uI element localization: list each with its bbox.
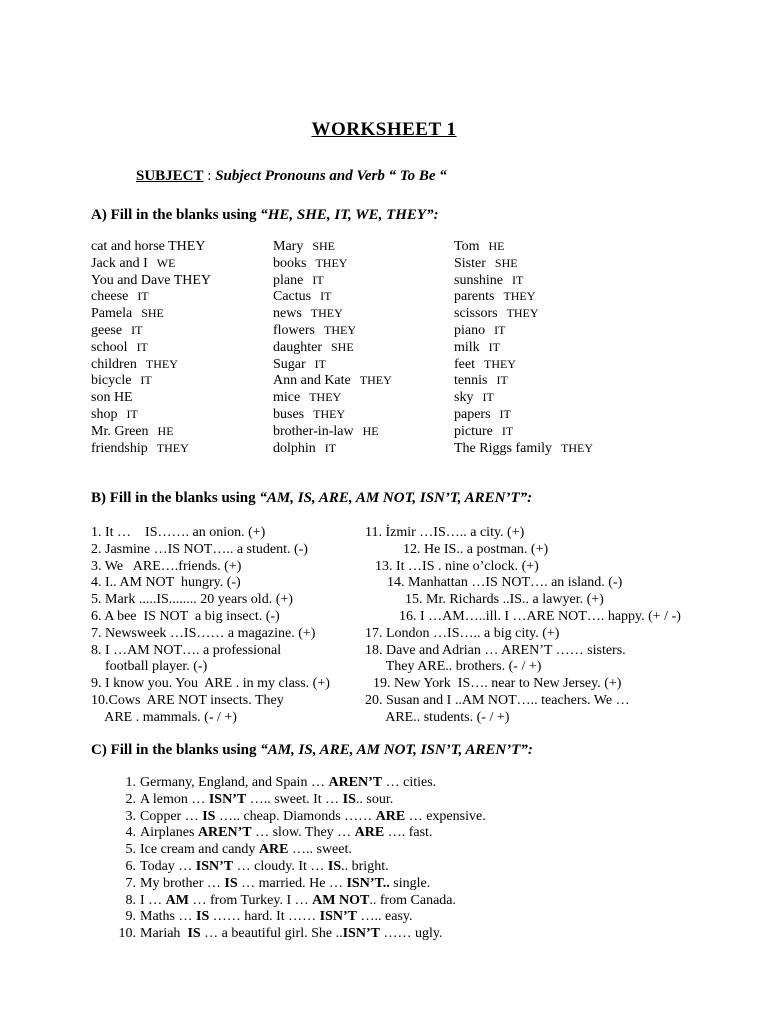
grid-row (91, 238, 651, 255)
grid-word: sky (454, 390, 474, 406)
section-c-item (114, 909, 674, 926)
section-b-item: 15. Mr. Richards ..IS.. a lawyer. (+) (405, 592, 604, 608)
section-b-item: 19. New York IS…. near to New Jersey. (+) (373, 676, 622, 692)
sentence-text: ….. cheap. Diamonds …… (215, 808, 376, 824)
grid-answer: IT (126, 406, 138, 421)
grid-cell (454, 423, 513, 441)
item-number: 7. (125, 875, 136, 891)
grid-cell (91, 238, 214, 256)
grid-answer: IT (137, 289, 149, 304)
grid-cell (91, 255, 175, 273)
section-b-item: 12. He IS.. a postman. (+) (403, 541, 549, 557)
grid-word: buses (273, 406, 305, 422)
item-number: 8. (125, 892, 136, 908)
grid-cell (91, 406, 138, 424)
sentence-text: … a beautiful girl. She .. (200, 926, 343, 942)
grid-answer: SHE (494, 255, 518, 270)
grid-answer: THEY (561, 440, 593, 455)
grid-word: Sugar (273, 356, 306, 372)
answer-text: ARE (258, 842, 289, 858)
grid-word: bicycle (91, 373, 132, 389)
grid-word: picture (454, 423, 493, 439)
grid-row (91, 423, 651, 440)
grid-cell (273, 406, 345, 424)
section-b-item: 20. Susan and I ..AM NOT….. teachers. We … (365, 693, 630, 708)
grid-cell (273, 322, 356, 340)
section-c-list (114, 775, 674, 943)
section-b-item: 18. Dave and Adrian … AREN’T …… sisters. (365, 642, 626, 658)
sentence-text: single. (389, 875, 431, 891)
grid-word: You and Dave THEY (91, 272, 212, 288)
answer-text: IS (196, 909, 210, 925)
grid-row (91, 356, 651, 373)
grid-word: shop (91, 406, 118, 422)
subject-text: Subject Pronouns and Verb “ To Be “ (215, 168, 447, 184)
grid-word: mice (273, 390, 301, 406)
sentence-text: Maths … (140, 909, 196, 925)
grid-answer: THEY (483, 356, 516, 371)
grid-row (91, 322, 651, 339)
grid-cell (454, 372, 508, 390)
item-text (140, 926, 442, 943)
grid-word: papers (454, 406, 491, 422)
sentence-text: … married. He … (237, 875, 347, 891)
grid-cell (454, 356, 516, 374)
grid-row (91, 406, 651, 423)
answer-text: AREN’T (328, 775, 383, 790)
grid-cell (454, 440, 593, 458)
section-b-item: 2. Jasmine …IS NOT….. a student. (-) (91, 541, 308, 557)
grid-word: Mary (273, 239, 304, 254)
sentence-text: Germany, England, and Spain … (140, 775, 329, 790)
sentence-text: Copper … (140, 808, 203, 824)
grid-answer: IT (324, 440, 337, 455)
grid-word: Jack and I (91, 255, 148, 271)
grid-word: daughter (273, 339, 322, 355)
grid-word: Cactus (273, 289, 312, 305)
sentence-text: Mariah (140, 926, 188, 942)
section-b-item: 10.Cows ARE NOT insects. They (91, 693, 284, 708)
item-text (140, 893, 456, 910)
sentence-text: A lemon … (140, 791, 209, 807)
grid-cell (273, 305, 343, 323)
grid-word: dolphin (273, 440, 316, 456)
item-text (140, 909, 413, 926)
item-text (140, 859, 389, 876)
section-b-heading (91, 490, 532, 507)
answer-text: IS (202, 808, 216, 824)
grid-word: friendship (91, 440, 148, 456)
grid-answer: THEY (359, 373, 392, 388)
grid-word: piano (454, 322, 486, 338)
section-b-label: B) Fill in the blanks using (91, 490, 256, 506)
answer-text: IS (342, 791, 356, 807)
item-number: 1. (125, 775, 136, 790)
section-c-quote: “AM, IS, ARE, AM NOT, ISN’T, AREN’T”: (256, 742, 533, 758)
item-number: 5. (125, 842, 136, 858)
answer-text: IS (327, 858, 342, 874)
grid-answer: HE (488, 239, 505, 253)
grid-answer: IT (131, 322, 143, 337)
page-title: WORKSHEET 1 (311, 119, 457, 140)
grid-word: parents (454, 289, 495, 305)
section-c-item (114, 825, 674, 842)
section-c-heading (91, 742, 533, 759)
item-number: 6. (125, 858, 136, 874)
grid-cell (273, 255, 347, 273)
section-b-item: 14. Manhattan …IS NOT…. an island. (-) (387, 575, 623, 591)
sentence-text: ….. sweet. It … (246, 791, 343, 807)
section-b-item: 3. We ARE….friends. (+) (91, 558, 242, 574)
answer-text: ISN’T (319, 909, 358, 925)
grid-answer: SHE (141, 306, 164, 321)
grid-cell (273, 423, 379, 441)
grid-answer: SHE (312, 239, 335, 253)
section-a-heading (91, 207, 439, 224)
item-text (140, 876, 430, 893)
sentence-text: .. from Canada. (369, 892, 457, 908)
subject-line (136, 168, 447, 185)
grid-cell (91, 339, 148, 357)
answer-text: IS (187, 926, 201, 942)
grid-answer: IT (320, 289, 332, 304)
grid-cell (91, 389, 142, 407)
sentence-text: ….. sweet. (288, 842, 352, 858)
grid-row (91, 440, 651, 457)
grid-cell (454, 389, 494, 407)
answer-text: AM (165, 892, 189, 908)
answer-text: ISN’T (195, 858, 234, 874)
sentence-text: .. sour. (355, 791, 394, 807)
grid-cell (454, 305, 539, 323)
grid-word: brother-in-law (273, 423, 354, 439)
grid-answer: THEY (310, 306, 343, 321)
sentence-text: Today … (140, 858, 196, 874)
section-c-item (114, 859, 674, 876)
grid-cell (273, 356, 326, 374)
answer-text: ISN’T (208, 791, 247, 807)
grid-cell (273, 372, 392, 390)
section-c-item (114, 893, 674, 910)
grid-answer: HE (157, 423, 174, 438)
section-c-item (114, 809, 674, 826)
section-c-item (114, 842, 674, 859)
grid-row (91, 288, 651, 305)
grid-cell (273, 238, 335, 256)
section-b-item: 16. I …AM…..ill. I …ARE NOT…. happy. (+ / -) (399, 609, 681, 624)
item-text (140, 775, 436, 792)
grid-cell (454, 288, 535, 306)
answer-text: ARE (354, 825, 385, 841)
grid-answer: THEY (156, 440, 189, 455)
grid-cell (91, 288, 149, 306)
grid-answer: IT (140, 373, 152, 388)
sentence-text: … slow. They … (251, 825, 355, 841)
grid-cell (91, 440, 189, 458)
grid-cell (454, 406, 511, 424)
grid-word: Ann and Kate (273, 373, 351, 389)
sentence-text: My brother … (140, 875, 225, 891)
section-b-item: 7. Newsweek …IS…… a magazine. (+) (91, 625, 316, 641)
grid-cell (454, 238, 504, 256)
sentence-text: … cities. (382, 775, 437, 790)
grid-answer: IT (499, 406, 511, 421)
grid-answer: IT (136, 339, 148, 354)
grid-cell (273, 389, 341, 407)
sentence-text: …. fast. (384, 825, 433, 841)
item-number: 10. (118, 926, 136, 942)
item-text (140, 842, 352, 859)
answer-text: ARE (375, 808, 406, 824)
sentence-text: … cloudy. It … (233, 858, 328, 874)
section-c-item (114, 775, 674, 792)
grid-row (91, 389, 651, 406)
section-b-item: ARE . mammals. (- / +) (91, 709, 237, 725)
grid-word: cat and horse THEY (91, 239, 206, 254)
answer-text: ISN’T.. (346, 875, 390, 891)
grid-answer: THEY (506, 306, 539, 321)
grid-word: children (91, 356, 137, 372)
grid-cell (454, 339, 500, 357)
grid-answer: IT (314, 356, 326, 371)
section-b-item: 11. İzmir …IS….. a city. (+) (365, 525, 525, 540)
grid-word: cheese (91, 289, 129, 305)
section-c-item (114, 792, 674, 809)
grid-word: sunshine (454, 272, 503, 288)
grid-answer: IT (482, 390, 494, 405)
section-a-grid (91, 238, 651, 456)
section-b-item: They ARE.. brothers. (- / +) (365, 659, 542, 675)
item-number: 3. (125, 808, 136, 824)
grid-cell (273, 339, 354, 357)
grid-cell (273, 440, 336, 458)
grid-cell (273, 272, 324, 290)
section-b-quote: “AM, IS, ARE, AM NOT, ISN’T, AREN’T”: (255, 490, 533, 506)
grid-word: Sister (454, 255, 486, 271)
grid-cell (91, 305, 164, 323)
grid-word: school (91, 339, 128, 355)
sentence-text: … from Turkey. I … (189, 892, 313, 908)
grid-row (91, 305, 651, 322)
grid-cell (91, 356, 178, 374)
grid-answer: THEY (145, 356, 178, 371)
item-number: 2. (125, 791, 136, 807)
grid-word: plane (273, 272, 304, 288)
grid-answer: SHE (330, 339, 354, 354)
grid-answer: THEY (309, 390, 342, 405)
grid-word: scissors (454, 306, 498, 322)
grid-answer: THEY (324, 322, 356, 337)
subject-sep: : (203, 168, 216, 184)
grid-answer: THEY (313, 406, 346, 421)
grid-answer: IT (494, 322, 506, 337)
grid-cell (91, 322, 142, 340)
sentence-text: ….. easy. (357, 909, 413, 925)
grid-word: son HE (91, 390, 133, 406)
grid-word: tennis (454, 373, 488, 389)
sentence-text: Ice cream and candy (140, 842, 259, 858)
grid-cell (273, 288, 331, 306)
section-b-item: 8. I …AM NOT…. a professional (91, 642, 282, 658)
grid-word: news (273, 306, 302, 322)
item-number: 4. (125, 825, 136, 841)
item-number: 9. (125, 909, 136, 925)
answer-text: ISN’T (342, 926, 380, 942)
section-b-item: 13. It …IS . nine o’clock. (+) (375, 558, 539, 574)
grid-row (91, 339, 651, 356)
grid-answer: IT (496, 373, 508, 388)
section-b-item: 4. I.. AM NOT hungry. (-) (91, 575, 241, 591)
grid-cell (91, 372, 152, 390)
sentence-text: …… ugly. (379, 926, 443, 942)
grid-cell (454, 322, 505, 340)
section-a-label: A) Fill in the blanks using (91, 207, 257, 223)
grid-cell (91, 272, 220, 290)
sentence-text: …… hard. It …… (209, 909, 320, 925)
grid-word: Mr. Green (91, 423, 149, 439)
grid-word: feet (454, 356, 475, 372)
grid-answer: IT (512, 272, 524, 287)
item-text (140, 809, 486, 826)
section-c-item (114, 876, 674, 893)
section-b-item: 6. A bee IS NOT a big insect. (-) (91, 609, 280, 624)
item-text (140, 825, 432, 842)
grid-word: books (273, 255, 307, 271)
section-b-item: 5. Mark .....IS........ 20 years old. (+) (91, 592, 293, 608)
grid-answer: HE (362, 423, 379, 438)
section-b-item: ARE.. students. (- / +) (365, 709, 510, 725)
section-c-item (114, 926, 674, 943)
grid-cell (454, 272, 523, 290)
grid-word: The Riggs family (454, 440, 552, 456)
grid-answer: IT (312, 272, 324, 287)
sentence-text: .. bright. (341, 858, 389, 874)
answer-text: AREN’T (197, 825, 252, 841)
grid-answer: WE (156, 255, 176, 270)
answer-text: AM NOT (312, 892, 370, 908)
grid-row (91, 255, 651, 272)
grid-answer: THEY (315, 255, 348, 270)
section-b-item: football player. (-) (91, 659, 208, 675)
grid-word: Pamela (91, 306, 133, 322)
section-c-label: C) Fill in the blanks using (91, 742, 257, 758)
sentence-text: Airplanes (140, 825, 198, 841)
item-text (140, 792, 393, 809)
section-b-item: 17. London …IS….. a big city. (+) (365, 625, 560, 641)
grid-answer: IT (488, 339, 500, 354)
grid-answer: IT (501, 423, 514, 438)
sentence-text: I … (140, 892, 166, 908)
grid-word: milk (454, 339, 480, 355)
section-a-quote: “HE, SHE, IT, WE, THEY”: (256, 207, 439, 223)
grid-word: geese (91, 322, 123, 338)
grid-word: Tom (454, 239, 480, 254)
grid-row (91, 272, 651, 289)
grid-row (91, 372, 651, 389)
grid-cell (454, 255, 518, 273)
grid-cell (91, 423, 174, 441)
section-b-item: 1. It … IS……. an onion. (+) (91, 525, 266, 540)
section-b-item: 9. I know you. You ARE . in my class. (+) (91, 676, 330, 692)
sentence-text: … expensive. (405, 808, 486, 824)
grid-word: flowers (273, 322, 315, 338)
grid-answer: THEY (503, 289, 536, 304)
subject-label: SUBJECT (136, 168, 204, 184)
answer-text: IS (224, 875, 238, 891)
